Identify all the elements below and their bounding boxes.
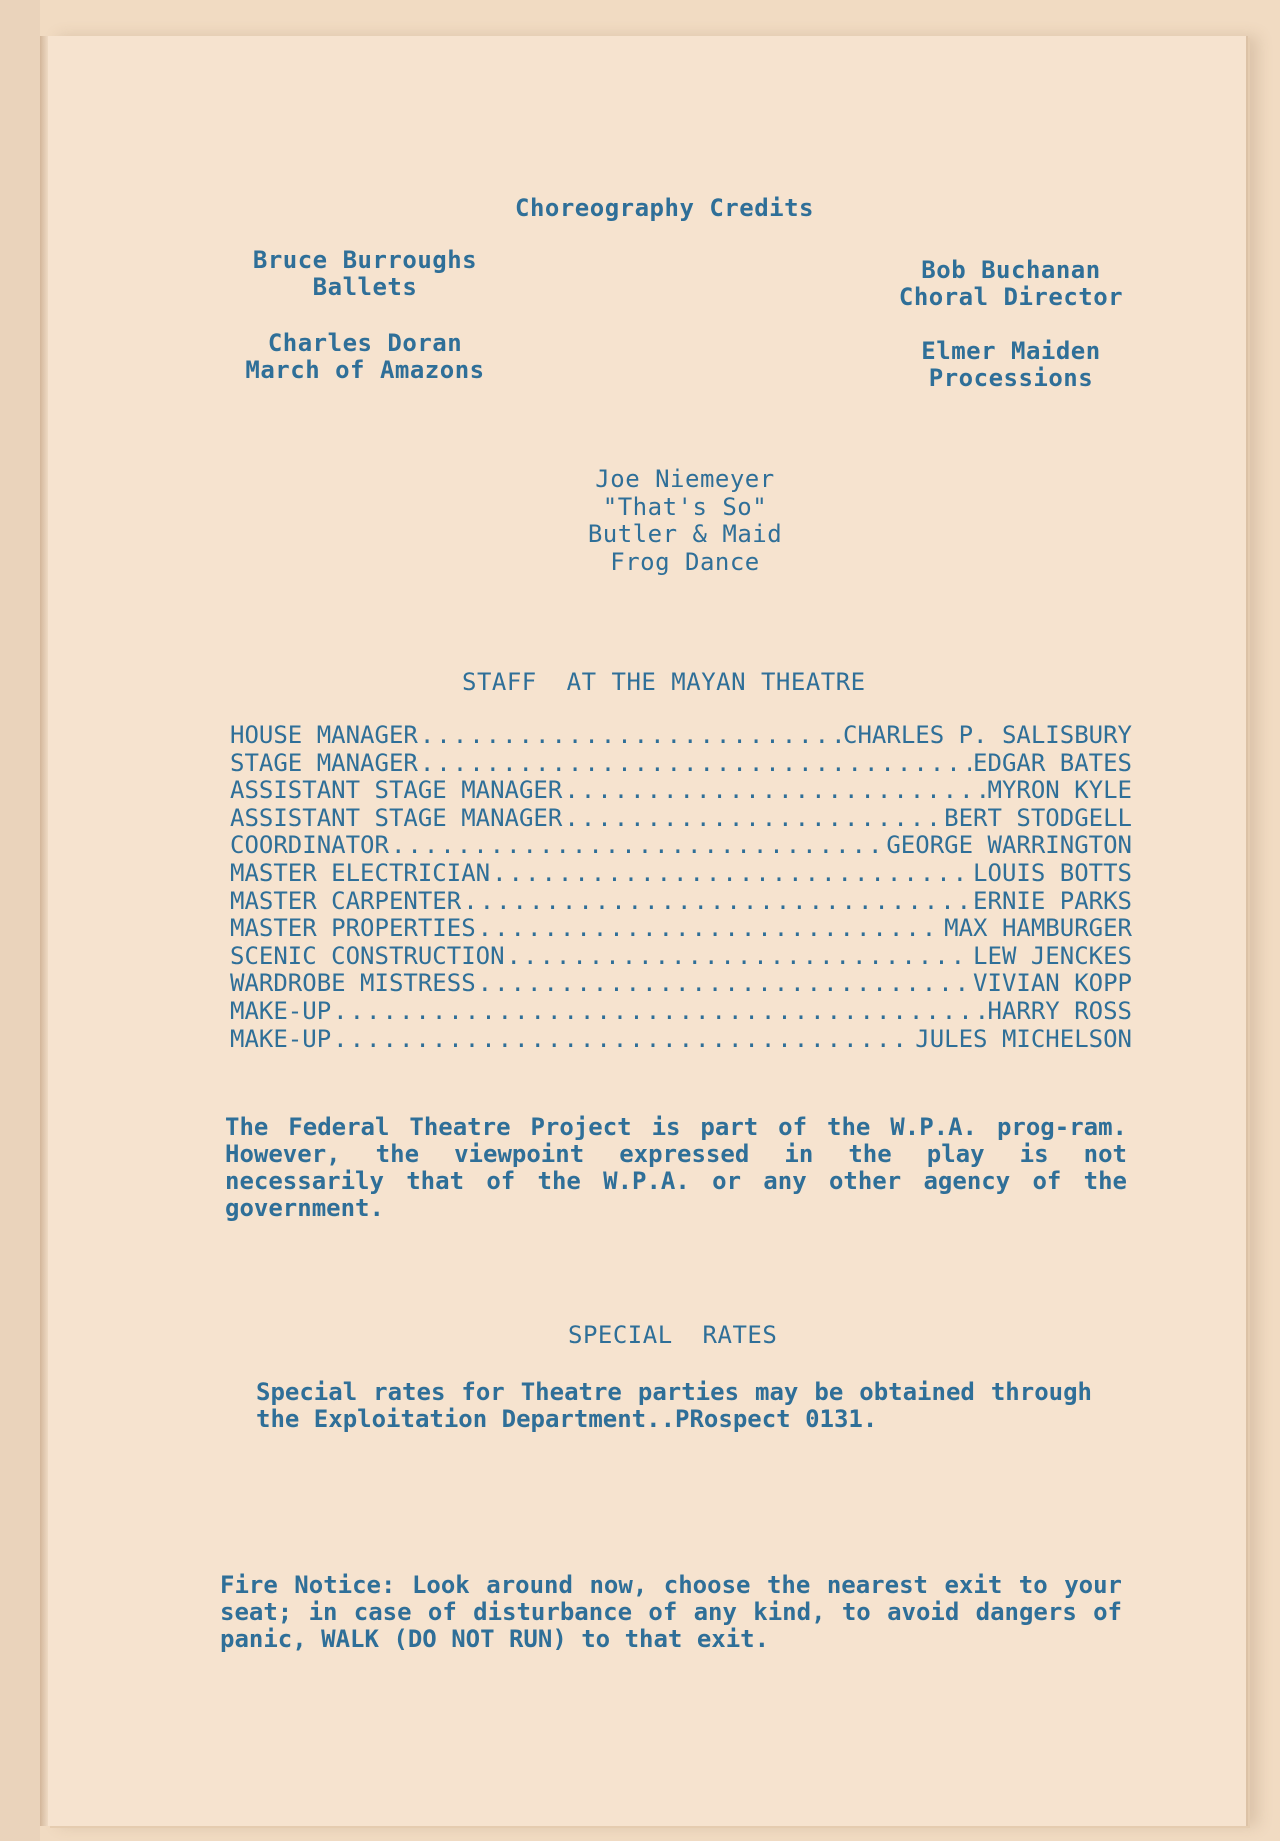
staff-row xyxy=(230,805,1132,833)
credit-name: Elmer Maiden xyxy=(921,337,1101,365)
staff-position: COORDINATOR xyxy=(230,831,389,860)
staff-row xyxy=(230,943,1132,971)
staff-name: CHARLES P. SALISBURY xyxy=(843,721,1132,749)
choreography-title: Choreography Credits xyxy=(515,194,814,222)
credit-role: Choral Director xyxy=(898,283,1124,311)
staff-row xyxy=(230,888,1132,916)
staff-name: MAX HAMBURGER xyxy=(944,914,1132,943)
credit-role: Processions xyxy=(928,364,1094,392)
staff-position: SCENIC CONSTRUCTION xyxy=(230,941,505,970)
staff-name: HARRY ROSS xyxy=(987,996,1132,1025)
credit-item: "That's So" xyxy=(602,493,768,521)
staff-title: STAFF AT THE MAYAN THEATRE xyxy=(462,668,866,696)
staff-list xyxy=(230,722,1132,1053)
leader-dots xyxy=(564,805,942,833)
staff-position: MAKE-UP xyxy=(230,996,332,1025)
leader-dots xyxy=(333,998,985,1026)
credit-item: Butler & Maid xyxy=(587,520,783,548)
staff-row xyxy=(230,860,1132,888)
leader-dots xyxy=(420,722,841,750)
special-rates-text: Special rates for Theatre parties may be obtained through the Exploitation Department..PRospect 0131. xyxy=(256,1378,1092,1433)
leader-dots xyxy=(478,970,971,998)
staff-position: HOUSE MANAGER xyxy=(230,721,418,749)
leader-dots xyxy=(420,750,971,778)
leader-dots xyxy=(333,1026,913,1054)
fire-notice: Fire Notice: Look around now, choose the nearest exit to your seat; in case of disturbance of any kind, to avoid dangers of panic, WALK (DO NOT RUN) to that exit. xyxy=(220,1571,1122,1653)
staff-name: MYRON KYLE xyxy=(987,776,1132,805)
staff-name: GEORGE WARRINGTON xyxy=(886,831,1132,860)
staff-position: ASSISTANT STAGE MANAGER xyxy=(230,803,563,832)
staff-position: MASTER ELECTRICIAN xyxy=(230,858,491,887)
credit-name: Bruce Burroughs xyxy=(252,246,478,274)
leader-dots xyxy=(492,860,971,888)
staff-row xyxy=(230,777,1132,805)
leader-dots xyxy=(564,777,985,805)
staff-name: JULES MICHELSON xyxy=(915,1024,1132,1053)
leader-dots xyxy=(463,888,971,916)
credit-role: Ballets xyxy=(312,273,418,301)
credit-item: Frog Dance xyxy=(610,548,760,576)
staff-position: ASSISTANT STAGE MANAGER xyxy=(230,776,563,805)
page-fold-shadow xyxy=(40,36,48,1826)
leader-dots xyxy=(391,832,884,860)
staff-position: STAGE MANAGER xyxy=(230,748,418,777)
wpa-disclaimer: The Federal Theatre Project is part of the W.P.A. prog-ram. However, the viewpoint expressed in the play is not necessarily that of the W.P.A. or any other agency of the government. xyxy=(225,1113,1127,1222)
staff-row xyxy=(230,750,1132,778)
credit-role: March of Amazons xyxy=(245,356,485,384)
staff-name: EDGAR BATES xyxy=(973,748,1132,777)
staff-row xyxy=(230,832,1132,860)
staff-row xyxy=(230,1026,1132,1054)
staff-name: LOUIS BOTTS xyxy=(973,858,1132,887)
staff-name: BERT STODGELL xyxy=(944,803,1132,832)
leader-dots xyxy=(478,915,943,943)
staff-position: MASTER CARPENTER xyxy=(230,886,462,915)
credit-name: Charles Doran xyxy=(267,329,463,357)
special-rates-title: SPECIAL RATES xyxy=(568,1321,778,1349)
staff-name: ERNIE PARKS xyxy=(973,886,1132,915)
credit-name: Bob Buchanan xyxy=(921,256,1101,284)
staff-name: VIVIAN KOPP xyxy=(973,969,1132,998)
credit-name: Joe Niemeyer xyxy=(595,465,775,493)
left-page-strip xyxy=(0,0,40,1841)
staff-position: MAKE-UP xyxy=(230,1024,332,1053)
staff-row xyxy=(230,998,1132,1026)
staff-name: LEW JENCKES xyxy=(973,941,1132,970)
staff-position: MASTER PROPERTIES xyxy=(230,914,476,943)
staff-row xyxy=(230,722,1132,750)
staff-position: WARDROBE MISTRESS xyxy=(230,969,476,998)
staff-row xyxy=(230,970,1132,998)
staff-row xyxy=(230,915,1132,943)
leader-dots xyxy=(507,943,972,971)
